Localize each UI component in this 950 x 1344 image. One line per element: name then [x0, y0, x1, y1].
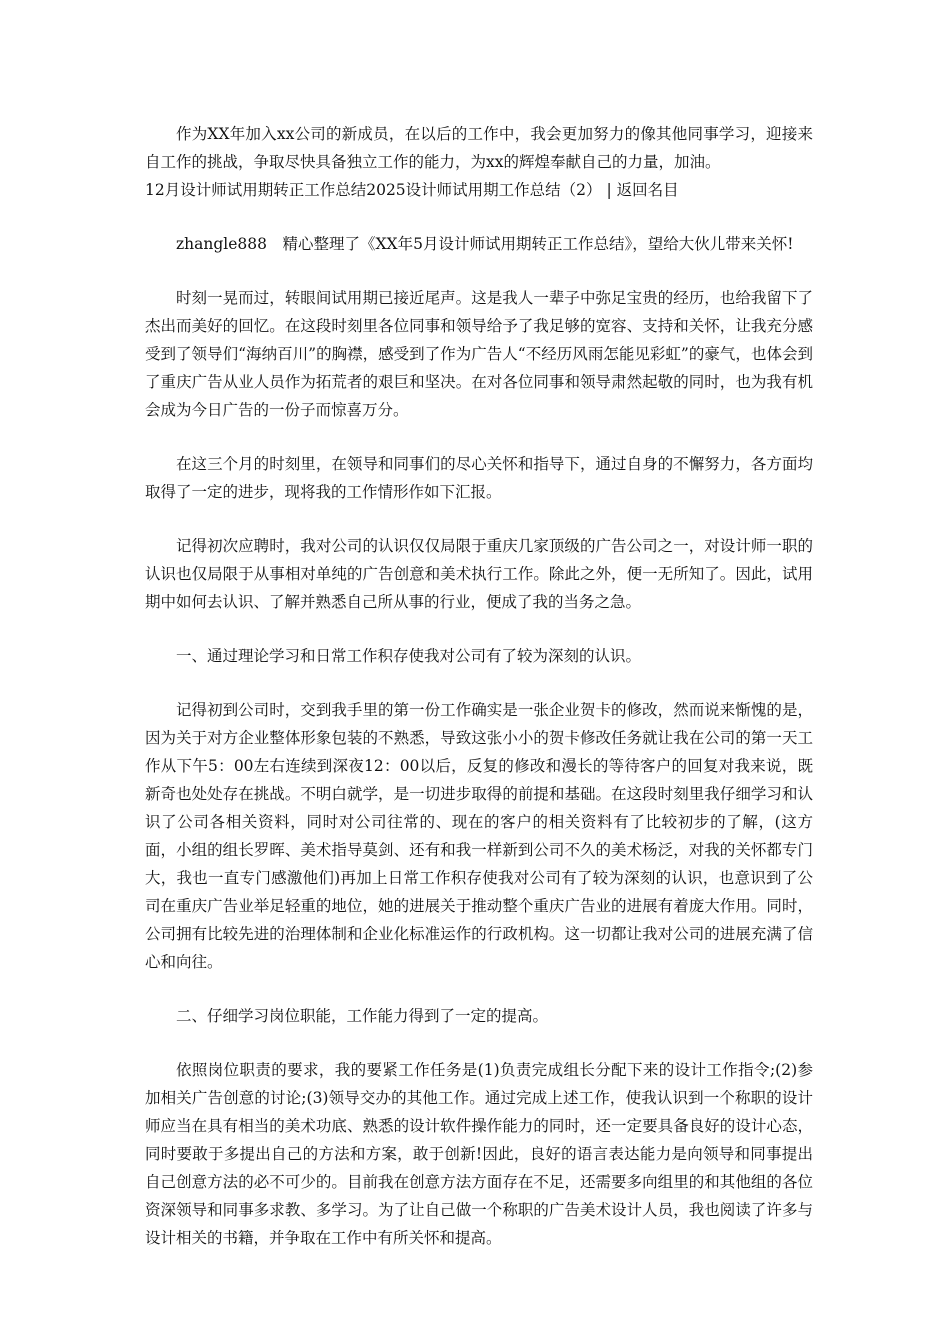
paragraph-3: 记得初次应聘时，我对公司的认识仅仅局限于重庆几家顶级的广告公司之一，对设计师一职的认识也仅局限于从事相对单纯的广告创意和美术执行工作。除此之外，便一无所知了。因此，试用期中如何去认识、了解并熟悉自己所从事的行业，便成了我的当务之急。: [145, 537, 813, 611]
paragraph-closing: 作为XX年加入xx公司的新成员，在以后的工作中，我会更加努力的像其他同事学习，迎接来自工作的挑战，争取尽快具备独立工作的能力，为xx的辉煌奉献自己的力量，加油。: [145, 125, 813, 171]
paragraph-2: 在这三个月的时刻里，在领导和同事们的尽心关怀和指导下，通过自身的不懈努力，各方面均取得了一定的进步，现将我的工作情形作如下汇报。: [145, 455, 813, 501]
paragraph-title-line: [145, 176, 813, 204]
paragraph-intro: zhangle888 精心整理了《XX年5月设计师试用期转正工作总结》，望给大伙儿带来关怀!: [176, 235, 794, 253]
section-heading-2: 二、仔细学习岗位职能，工作能力得到了一定的提高。: [176, 1007, 549, 1025]
back-to-index-link[interactable]: 返回名目: [616, 181, 679, 199]
paragraph-5: 依照岗位职责的要求，我的要紧工作任务是(1)负责完成组长分配下来的设计工作指令;(2)参加相关广告创意的讨论;(3)领导交办的其他工作。通过完成上述工作，使我认识到一个称职的设计师应当在具有相当的美术功底、熟悉的设计软件操作能力的同时，还一定要具备良好的设计心态，同时要敢于多提出自己的方法和方案，敢于创新!因此，良好的语言表达能力是向领导和同事提出自己创意方法的必不可少的。目前我在创意方法方面存在不足，还需要多向组里的和其他组的各位资深领导和同事多求教、多学习。为了让自己做一个称职的广告美术设计人员，我也阅读了许多与设计相关的书籍，并争取在工作中有所关怀和提高。: [145, 1061, 813, 1247]
document-title: 12月设计师试用期转正工作总结2025设计师试用期工作总结（2）: [145, 181, 602, 199]
document-body: [145, 120, 813, 1252]
separator: |: [601, 181, 617, 199]
paragraph-1: 时刻一晃而过，转眼间试用期已接近尾声。这是我人一辈子中弥足宝贵的经历，也给我留下了杰出而美好的回忆。在这段时刻里各位同事和领导给予了我足够的宽容、支持和关怀，让我充分感受到了领导们“海纳百川”的胸襟，感受到了作为广告人“不经历风雨怎能见彩虹”的豪气，也体会到了重庆广告从业人员作为拓荒者的艰巨和坚决。在对各位同事和领导肃然起敬的同时，也为我有机会成为今日广告的一份子而惊喜万分。: [145, 289, 813, 419]
section-heading-1: 一、通过理论学习和日常工作积存使我对公司有了较为深刻的认识。: [176, 647, 642, 665]
paragraph-4: 记得初到公司时，交到我手里的第一份工作确实是一张企业贺卡的修改，然而说来惭愧的是，因为关于对方企业整体形象包装的不熟悉，导致这张小小的贺卡修改任务就让我在公司的第一天工作从下午5：00左右连续到深夜12：00以后，反复的修改和漫长的等待客户的回复对我来说，既新奇也处处存在挑战。不明白就学，是一切进步取得的前提和基础。在这段时刻里我仔细学习和认识了公司各相关资料，同时对公司往常的、现在的客户的相关资料有了比较初步的了解，(这方面，小组的组长罗晖、美术指导莫剑、还有和我一样新到公司不久的美术杨泛，对我的关怀都专门大，我也一直专门感激他们)再加上日常工作积存使我对公司有了较为深刻的认识，也意识到了公司在重庆广告业举足轻重的地位，她的进展关于推动整个重庆广告业的进展有着庞大作用。同时，公司拥有比较先进的治理体制和企业化标准运作的行政机构。这一切都让我对公司的进展充满了信心和向往。: [145, 701, 813, 971]
